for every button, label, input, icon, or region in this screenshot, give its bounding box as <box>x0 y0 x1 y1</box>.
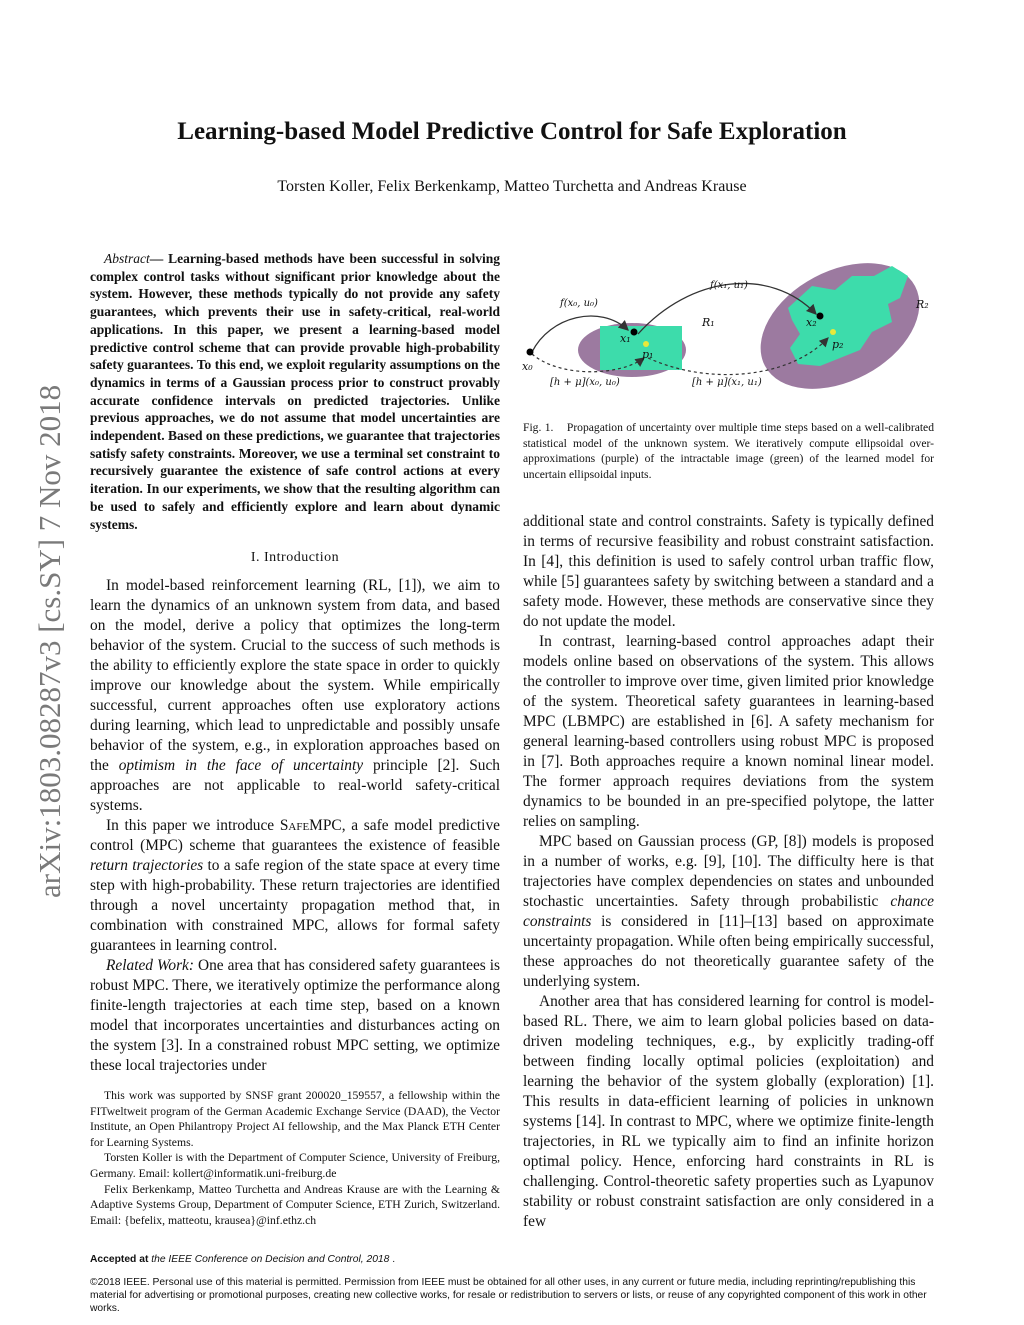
figure-caption <box>523 420 934 482</box>
point-x1 <box>631 329 638 336</box>
point-p2 <box>830 329 836 335</box>
abstract-dash: — <box>149 251 164 266</box>
abstract-label: Abstract <box>104 251 150 266</box>
intro-paragraph-2: In this paper we introduce SafeMPC, a safe model predictive control (MPC) scheme that guarantees the existence of feasible return trajectories to a safe region of the state space at every time step with high-probability. These return trajectories are identified through a novel uncertainty propagation method that, in combination with constrained MPC, allows for formal safety guarantees in learning control. <box>90 817 500 954</box>
point-x2 <box>817 313 824 320</box>
label-x2: x₂ <box>806 316 817 329</box>
label-h0: [h + μ](x₀, u₀) <box>550 377 620 388</box>
related-work-label: Related Work: <box>106 957 195 974</box>
figure-uncertainty-propagation <box>520 246 940 396</box>
label-r2: R₂ <box>916 298 929 311</box>
right-paragraph-3: MPC based on Gaussian process (GP, [8]) models is proposed in a number of works, e.g. [9], [10]. The difficulty here is that trajectories have complex dependencies on states and unbounded stochastic uncertainties. Safety through probabilistic chance constraints is considered in [11]–[13] based on approximate uncertainty propagation. While often being empirically successful, these approaches do not theoretically guarantee safety of the underlying system. <box>523 833 934 990</box>
footnotes <box>90 1088 500 1228</box>
section-heading-introduction: I. Introduction <box>250 550 340 565</box>
footnote-funding: This work was supported by SNSF grant 200020_159557, a fellowship within the FITweltweit program of the German Academic Exchange Service (DAAD), the Vector Institute, an Open Philantropy Project AI fellowship, and the Max Planck ETH Center for Learning Systems. <box>90 1089 500 1149</box>
safempc-name: SafeMPC <box>279 817 342 834</box>
label-p1: p₁ <box>642 348 654 361</box>
intro-paragraph-related-work: Related Work: One area that has considered safety guarantees is robust MPC. There, we iteratively optimize the performance along finite-length trajectories at each time step, based on a known model that incorporates uncertainties and disturbances acting on the system [3]. In a constrained robust MPC setting, we optimize these local trajectories under <box>90 957 501 1074</box>
point-p1 <box>643 341 649 347</box>
label-h1: [h + μ](x₁, u₁) <box>692 377 762 388</box>
right-column-body <box>523 512 934 1232</box>
abstract <box>90 250 500 533</box>
figure-caption-label: Fig. 1. <box>523 421 554 434</box>
accepted-note: Accepted at the IEEE Conference on Decision and Control, 2018 . <box>90 1254 396 1265</box>
point-x0 <box>527 349 534 356</box>
label-f1: f(x₁, u₁) <box>710 280 748 291</box>
introduction-body <box>90 576 500 1076</box>
figure-caption-text: Propagation of uncertainty over multiple time steps based on a well-calibrated statistical model of the unknown system. We iteratively compute ellipsoidal over-approximations (purple) of the intractable image (green) of the learned model for uncertain ellipsoidal inputs. <box>523 421 935 481</box>
accepted-venue: the IEEE Conference on Decision and Control, 2018 <box>151 1254 390 1265</box>
paper-title: Learning-based Model Predictive Control for Safe Exploration <box>177 118 847 145</box>
image-set-1 <box>600 326 682 370</box>
label-f0: f(x₀, u₀) <box>560 298 598 309</box>
intro-paragraph-1: In model-based reinforcement learning (RL, [1]), we aim to learn the dynamics of an unknown system from data, and based on the model, derive a policy that optimizes the long-term behavior of the system. Crucial to the success of such methods is the ability to efficiently explore the state space in order to quickly improve our knowledge about the system. While empirically successful, current approaches often use exploratory actions during learning, which lead to unpredictable and possibly unsafe behavior of the system, e.g., in exploration approaches based on the optimism in the face of uncertainty principle [2]. Such approaches are not applicable to real-world safety-critical systems. <box>90 577 501 814</box>
paper-authors: Torsten Koller, Felix Berkenkamp, Matteo Turchetta and Andreas Krause <box>277 178 747 195</box>
footnote-koller: Torsten Koller is with the Department of Computer Science, University of Freiburg, Germany. Email: kollert@informatik.uni-freiburg.de <box>90 1151 500 1180</box>
label-x1: x₁ <box>620 332 631 345</box>
label-r1: R₁ <box>702 316 715 329</box>
label-x0: x₀ <box>522 360 533 373</box>
footnote-eth: Felix Berkenkamp, Matteo Turchetta and Andreas Krause are with the Learning & Adaptive Systems Group, Department of Computer Science, ETH Zurich, Switzerland. Email: {befelix, matteotu, krausea}@inf.ethz.ch <box>90 1182 500 1227</box>
label-p2: p₂ <box>832 338 844 351</box>
copyright-notice: ©2018 IEEE. Personal use of this material is permitted. Permission from IEEE must be obtained for all other uses, in any current or future media, including reprinting/republishing this material for advertising or promotional purposes, creating new collective works, for resale or redistribution to servers or lists, or reuse of any copyrighted component of this work in other works. <box>90 1277 927 1314</box>
right-paragraph-1: additional state and control constraints. Safety is typically defined in terms of recursive feasibility and robust constraint satisfaction. In [4], this definition is used to safely control urban traffic flow, while [5] guarantees safety by switching between a standard and a safety mode. However, these methods are conservative since they do not update the model. <box>523 513 934 630</box>
abstract-text: Learning-based methods have been successful in solving complex control tasks without significant prior knowledge about the system. However, these methods typically do not provide any safety guarantees, which prevents their use in safety-critical, real-world applications. In this paper, we present a learning-based model predictive control scheme that can provide provable high-probability safety guarantees. To this end, we exploit regularity assumptions on the dynamics in terms of a Gaussian process prior to construct provably accurate confidence intervals on predicted trajectories. Unlike previous approaches, we do not assume that model uncertainties are independent. Based on these predictions, we guarantee that trajectories satisfy safety constraints. Moreover, we use a terminal set constraint to recursively guarantee the existence of safe control actions at every iteration. In our experiments, we show that the resulting algorithm can be used to safely and efficiently explore and learn about dynamic systems. <box>90 251 500 532</box>
right-paragraph-4: Another area that has considered learning for control is model-based RL. There, we aim to learn global policies based on data-driven modeling techniques, e.g., by explicitly trading-off between finding locally optimal policies (exploitation) and learning the behavior of the system globally (exploration) [1]. This results in data-efficient learning of policies in unknown systems [14]. In contrast to MPC, where we optimize finite-length trajectories, in RL we typically aim to find an infinite horizon optimal policy. Hence, enforcing hard constraints in RL is challenging. Control-theoretic safety properties such as Lyapunov stability or robust constraint satisfaction are only considered in a few <box>523 993 934 1230</box>
accepted-label: Accepted at <box>90 1254 149 1265</box>
right-paragraph-2: In contrast, learning-based control approaches adapt their models online based on observations of the system. This allows the controller to improve over time, given limited prior knowledge of the system. Theoretical safety guarantees in learning-based MPC (LBMPC) are established in [6]. A safety mechanism for general learning-based controllers using robust MPC is proposed in [7]. Both approaches require a known nominal linear model. The former approach requires deviations from the system dynamics to be bounded in an pre-specified polytope, the latter relies on sampling. <box>523 633 934 830</box>
arxiv-stamp: arXiv:1803.08287v3 [cs.SY] 7 Nov 2018 <box>32 384 67 898</box>
